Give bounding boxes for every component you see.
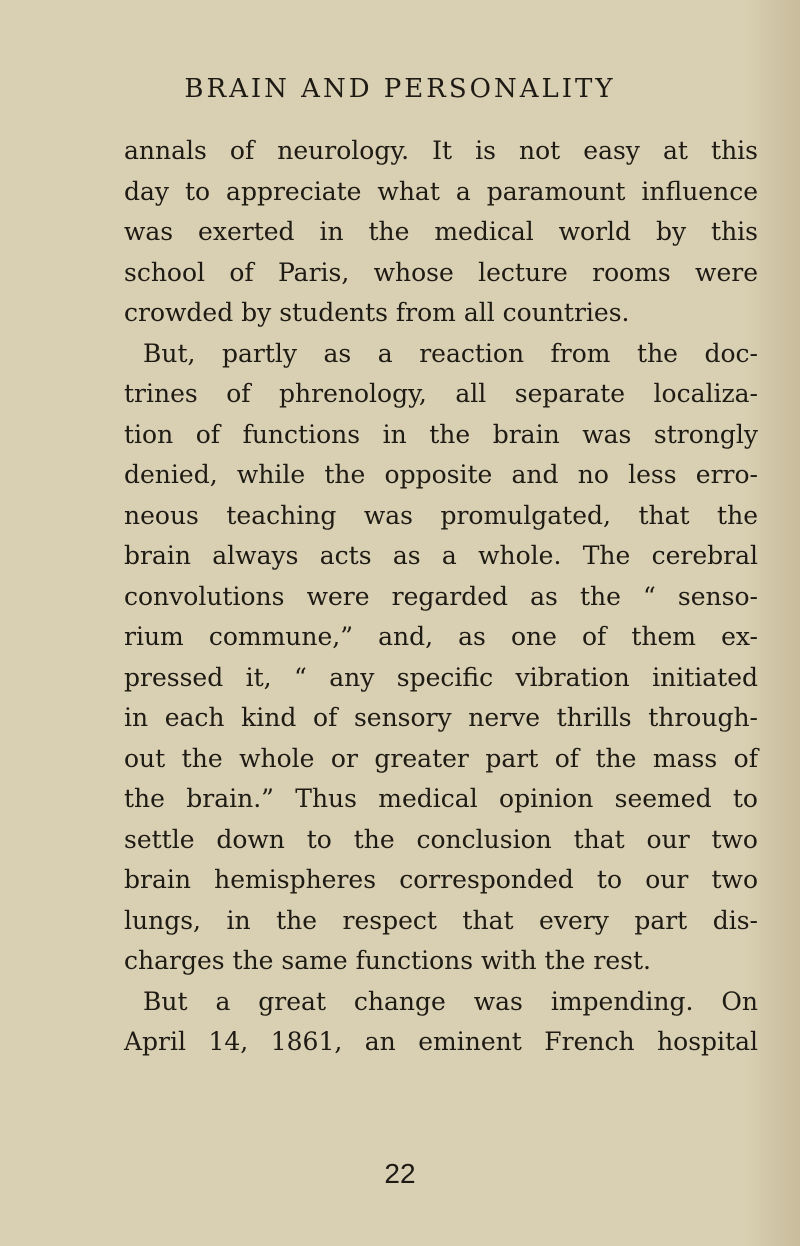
text-line: annals of neurology. It is not easy at this (124, 136, 758, 165)
text-line: in each kind of sensory nerve thrills through- (124, 703, 758, 732)
page-number: 22 (384, 1158, 416, 1189)
text-line: the brain.” Thus medical opinion seemed to (124, 784, 758, 813)
text-line: settle down to the conclusion that our two (124, 824, 758, 854)
text-line: denied, while the opposite and no less erro- (124, 460, 758, 489)
text-line: out the whole or greater part of the mass of (124, 743, 758, 773)
text-line: neous teaching was promulgated, that the (124, 500, 758, 530)
text-line: tion of functions in the brain was strongly (124, 419, 758, 449)
text-line: rium commune,” and, as one of them ex- (124, 622, 758, 651)
paragraph-start-line: But a great change was impending. On (143, 986, 758, 1016)
body-text (124, 131, 758, 1063)
text-line: trines of phrenology, all separate localiza- (124, 379, 758, 408)
text-line: lungs, in the respect that every part dis- (124, 905, 758, 935)
running-head: BRAIN AND PERSONALITY (184, 74, 616, 104)
text-line: day to appreciate what a paramount influence (124, 176, 758, 206)
text-line: crowded by students from all countries. (124, 298, 630, 327)
text-line: April 14, 1861, an eminent French hospital (124, 1027, 758, 1056)
text-line: school of Paris, whose lecture rooms were (124, 257, 758, 287)
text-line: convolutions were regarded as the “ senso- (124, 581, 758, 611)
text-line: was exerted in the medical world by this (124, 217, 758, 246)
paragraph-start-line: But, partly as a reaction from the doc- (143, 338, 758, 368)
text-line: pressed it, “ any specific vibration initiated (124, 662, 758, 692)
text-line: brain always acts as a whole. The cerebral (124, 541, 758, 570)
text-line: charges the same functions with the rest. (124, 946, 651, 975)
text-line: brain hemispheres corresponded to our two (124, 865, 758, 894)
